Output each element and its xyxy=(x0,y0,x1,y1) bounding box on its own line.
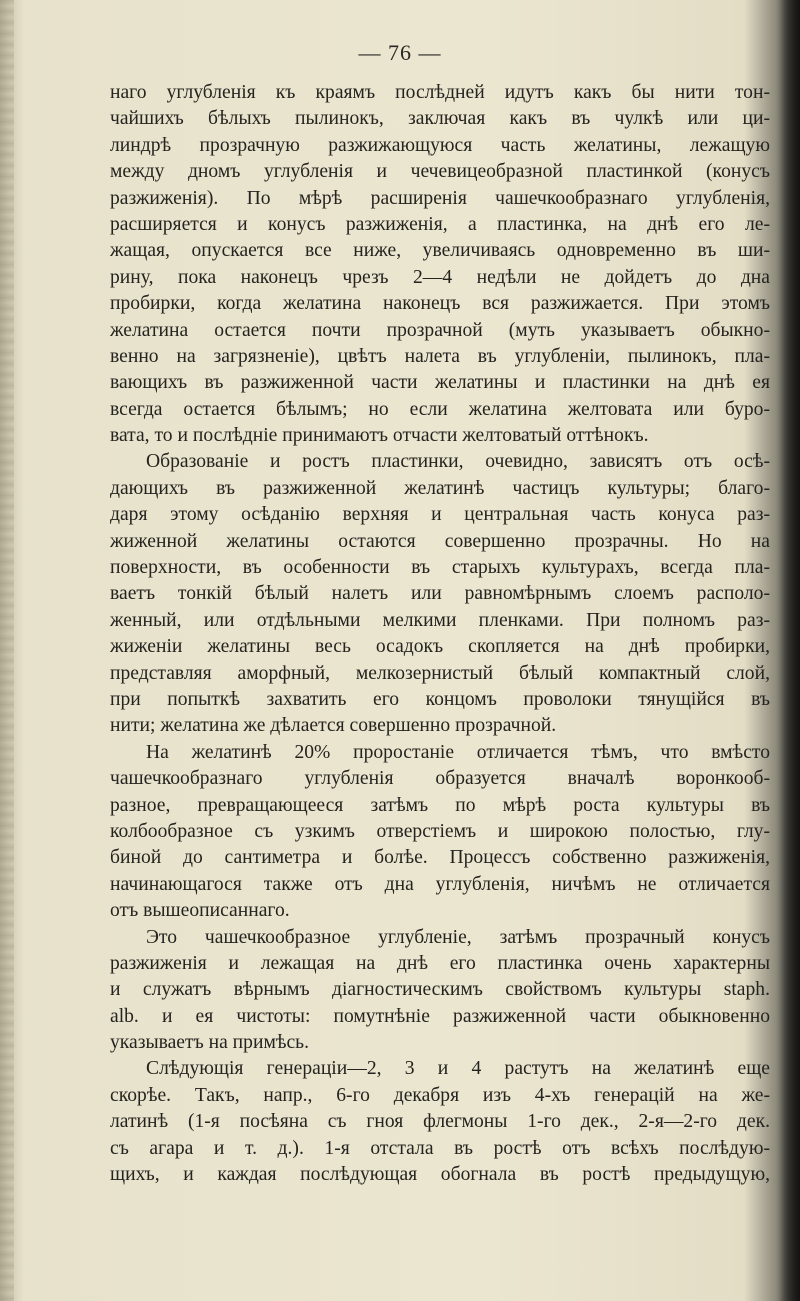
text-line: пробирки, когда желатина наконецъ вся разжижается. При этомъ xyxy=(110,293,770,315)
text-line: линдрѣ прозрачную разжижающуюся часть желатины, лежащую xyxy=(110,134,770,156)
text-line: дающихъ въ разжиженной желатинѣ частицъ культуры; благо- xyxy=(110,477,770,499)
text-line: вата, то и послѣдніе принимаютъ отчасти желтоватый оттѣнокъ. xyxy=(110,425,649,447)
text-line: биной до сантиметра и болѣе. Процессъ собственно разжиженія, xyxy=(110,847,770,869)
text-line: желатина остается почти прозрачной (муть указываетъ обыкно- xyxy=(110,319,770,341)
text-line: Слѣдующія генераціи—2, 3 и 4 растутъ на желатинѣ еще xyxy=(146,1058,770,1080)
text-line: разжиженія). По мѣрѣ расширенія чашечкообразнаго углубленія, xyxy=(110,187,770,209)
text-line: ваетъ тонкій бѣлый налетъ или равномѣрнымъ слоемъ располо- xyxy=(110,583,770,605)
text-line: латинѣ (1-я посѣяна съ гноя флегмоны 1-го дек., 2-я—2-го дек. xyxy=(110,1111,770,1133)
page-number: — 76 — xyxy=(358,40,442,65)
text-line: указываетъ на примѣсь. xyxy=(110,1032,310,1054)
text-line: нити; желатина же дѣлается совершенно прозрачной. xyxy=(110,715,557,737)
text-line: наго углубленія къ краямъ послѣдней идутъ какъ бы нити тон- xyxy=(110,82,770,103)
text-line: женный, или отдѣльными мелкими пленками. При полномъ раз- xyxy=(110,609,770,631)
body-text xyxy=(110,80,770,1188)
text-line: щихъ, и каждая послѣдующая обогнала въ ростѣ предыдущую, xyxy=(110,1164,770,1186)
text-line: при попыткѣ захватить его концомъ проволоки тянущійся въ xyxy=(110,688,770,710)
text-line: съ агара и т. д.). 1-я отстала въ ростѣ отъ всѣхъ послѣдую- xyxy=(110,1137,770,1159)
text-line: представляя аморфный, мелкозернистый бѣлый компактный слой, xyxy=(110,662,770,684)
text-line: жащая, опускается все ниже, увеличиваясь одновременно въ ши- xyxy=(110,240,770,262)
text-line: и служатъ вѣрнымъ діагностическимъ свойствомъ культуры staph. xyxy=(110,979,770,1001)
text-line: между дномъ углубленія и чечевицеобразной пластинкой (конусъ xyxy=(110,161,770,183)
text-line: даря этому осѣданію верхняя и центральная часть конуса раз- xyxy=(110,504,770,526)
text-line: чайшихъ бѣлыхъ пылинокъ, заключая какъ въ чулкѣ или ци- xyxy=(110,108,770,130)
text-line: разное, превращающееся затѣмъ по мѣрѣ роста культуры въ xyxy=(110,794,770,816)
text-line: разжиженія и лежащая на днѣ его пластинка очень характерны xyxy=(110,952,770,974)
text-line: расширяется и конусъ разжиженія, а пластинка, на днѣ его ле- xyxy=(110,213,770,235)
binding-shadow xyxy=(780,0,800,1301)
text-line: венно на загрязненіе), цвѣтъ налета въ углубленіи, пылинокъ, пла- xyxy=(110,345,770,367)
text-line: отъ вышеописаннаго. xyxy=(110,900,290,922)
text-line: скорѣе. Такъ, напр., 6-го декабря изъ 4-хъ генерацій на же- xyxy=(110,1084,770,1106)
text-line: На желатинѣ 20% проростаніе отличается тѣмъ, что вмѣсто xyxy=(146,741,770,763)
text-line: жиженіи желатины весь осадокъ скопляется на днѣ пробирки, xyxy=(110,636,770,658)
text-line: колбообразное съ узкимъ отверстіемъ и широкою полостью, глу- xyxy=(110,820,770,842)
text-line: жиженной желатины остаются совершенно прозрачны. Но на xyxy=(110,530,770,552)
text-line: чашечкообразнаго углубленія образуется вначалѣ воронкооб- xyxy=(110,768,770,790)
text-line: вающихъ въ разжиженной части желатины и пластинки на днѣ ея xyxy=(110,372,770,394)
text-line: alb. и ея чистоты: помутнѣніе разжиженной части обыкновенно xyxy=(110,1005,770,1027)
text-line: Образованіе и ростъ пластинки, очевидно, зависятъ отъ осѣ- xyxy=(146,451,770,473)
text-line: всегда остается бѣлымъ; но если желатина желтовата или буро- xyxy=(110,398,770,420)
text-line: начинающагося также отъ дна углубленія, ничѣмъ не отличается xyxy=(110,873,770,895)
text-line: поверхности, въ особенности въ старыхъ культурахъ, всегда пла- xyxy=(110,557,770,579)
text-line: Это чашечкообразное углубленіе, затѣмъ прозрачный конусъ xyxy=(146,926,770,948)
page-edge-wear xyxy=(0,0,14,1301)
text-line: рину, пока наконецъ чрезъ 2—4 недѣли не дойдетъ до дна xyxy=(110,266,770,288)
